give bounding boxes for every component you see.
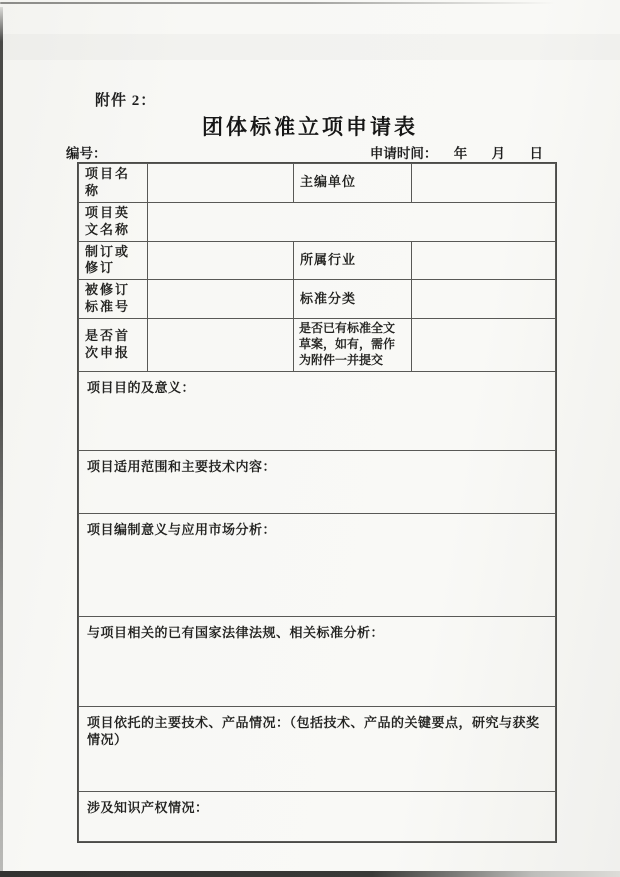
table-section-row bbox=[79, 706, 556, 791]
month-label: 月 bbox=[491, 146, 506, 161]
intellectual-property-section: 涉及知识产权情况： bbox=[79, 791, 556, 841]
apply-time-group bbox=[370, 142, 543, 162]
chief-editor-unit-value bbox=[412, 164, 556, 203]
table-section-row bbox=[79, 450, 556, 513]
attachment-label: 附件 2： bbox=[95, 93, 157, 109]
project-english-name-value bbox=[148, 202, 556, 241]
market-analysis-section: 项目编制意义与应用市场分析： bbox=[79, 513, 556, 616]
industry-label: 所属行业 bbox=[294, 241, 412, 280]
draft-available-label: 是否已有标准全文草案，如有，需作为附件一并提交 bbox=[294, 319, 412, 372]
table-row bbox=[79, 319, 556, 372]
table-section-row bbox=[79, 791, 556, 841]
first-time-application-value bbox=[148, 319, 294, 372]
table-row bbox=[79, 280, 556, 319]
technology-products-section: 项目依托的主要技术、产品情况：（包括技术、产品的关键要点，研究与获奖情况） bbox=[79, 706, 556, 791]
standard-classification-value bbox=[412, 280, 556, 319]
meta-row bbox=[66, 142, 543, 162]
laws-standards-analysis-section: 与项目相关的已有国家法律法规、相关标准分析： bbox=[79, 616, 556, 706]
year-label: 年 bbox=[453, 146, 468, 161]
scan-artifact-smudge bbox=[0, 34, 620, 60]
project-purpose-section: 项目目的及意义： bbox=[79, 371, 556, 450]
scope-technical-content-section: 项目适用范围和主要技术内容： bbox=[79, 450, 556, 513]
table-row bbox=[79, 164, 556, 203]
day-label: 日 bbox=[529, 146, 543, 161]
apply-time-label: 申请时间： bbox=[369, 146, 438, 161]
draft-available-value bbox=[412, 319, 556, 372]
first-time-application-label: 是否首次申报 bbox=[79, 319, 148, 372]
table-section-row bbox=[79, 513, 556, 616]
table-section-row bbox=[79, 371, 556, 450]
industry-value bbox=[412, 241, 556, 280]
project-name-label: 项目名称 bbox=[79, 164, 148, 203]
formulate-or-revise-value bbox=[148, 241, 294, 280]
revised-standard-number-label: 被修订标准号 bbox=[79, 280, 148, 319]
revised-standard-number-value bbox=[148, 280, 294, 319]
project-english-name-label: 项目英文名称 bbox=[79, 202, 148, 241]
standard-classification-label: 标准分类 bbox=[294, 280, 412, 319]
form-title: 团体标准立项申请表 bbox=[202, 115, 418, 139]
application-table bbox=[78, 163, 556, 842]
table-row bbox=[79, 202, 556, 241]
number-label: 编号： bbox=[66, 146, 107, 161]
project-name-value bbox=[148, 164, 294, 203]
scan-artifact-bottom-edge bbox=[0, 871, 620, 877]
chief-editor-unit-label: 主编单位 bbox=[294, 164, 412, 203]
table-row bbox=[79, 241, 556, 280]
table-section-row bbox=[79, 616, 556, 706]
scan-artifact-top-edge bbox=[0, 2, 556, 4]
formulate-or-revise-label: 制订或修订 bbox=[79, 241, 148, 280]
